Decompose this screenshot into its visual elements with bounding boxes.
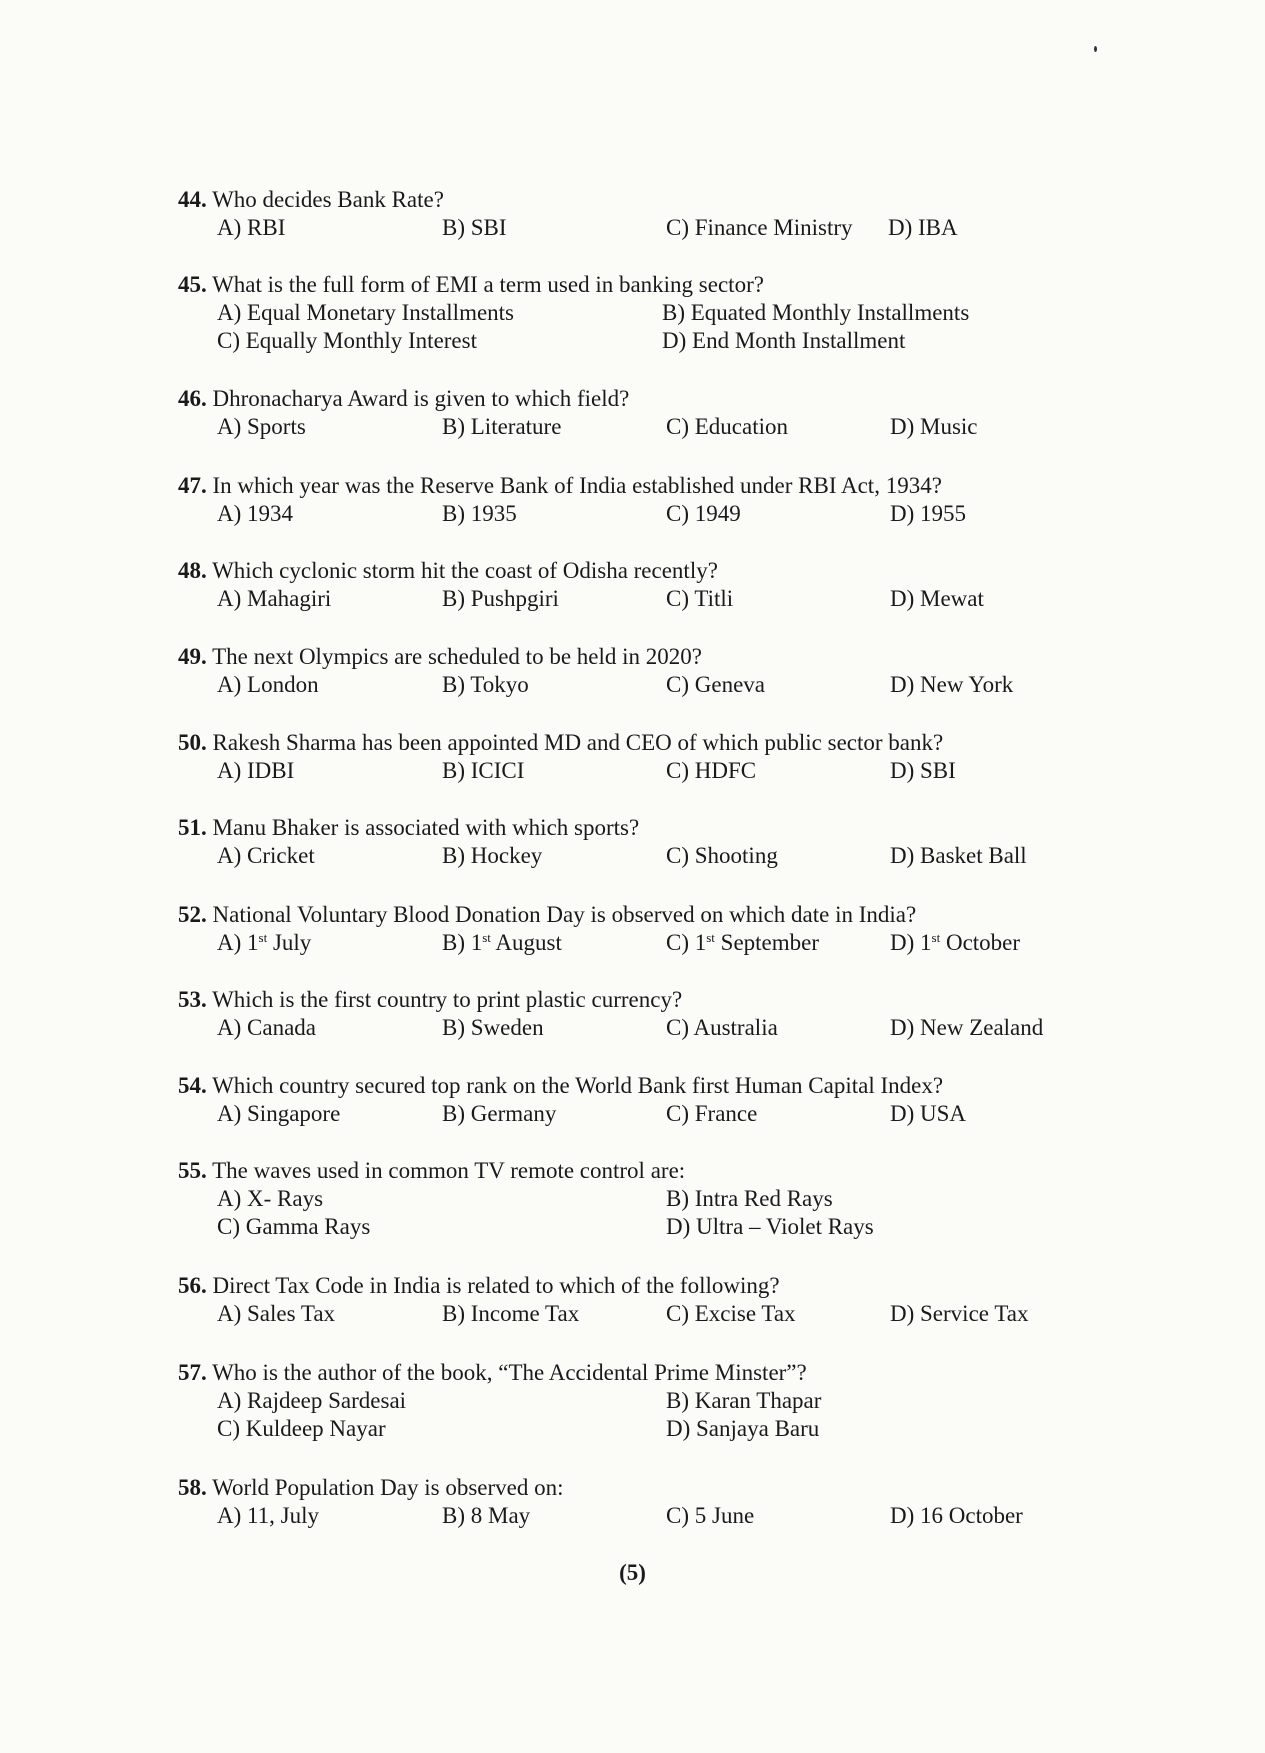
option-b: B) Pushpgiri: [442, 586, 559, 611]
option-b: B) 1st August: [442, 930, 562, 955]
option-a: A) 1st July: [217, 930, 312, 955]
option-a: A) X- Rays: [217, 1186, 324, 1211]
question-number: 49.: [178, 644, 207, 669]
option-a: A) Singapore: [217, 1101, 341, 1126]
option-d: D) New York: [890, 672, 1014, 697]
option-c: C) 1st September: [666, 930, 820, 955]
options-row: [178, 757, 1078, 785]
option-c: C) Shooting: [666, 843, 778, 868]
option-d: D) Basket Ball: [890, 843, 1027, 868]
question-number: 45.: [178, 272, 207, 297]
question-text: Which cyclonic storm hit the coast of Odisha recently?: [212, 558, 718, 583]
option-d: D) End Month Installment: [662, 328, 906, 353]
option-c: C) 1949: [666, 501, 741, 526]
options-row: [178, 1100, 1078, 1128]
option-b: B) Literature: [442, 414, 562, 439]
option-d: D) SBI: [890, 758, 956, 783]
scan-speck: [1094, 46, 1097, 52]
question-47: [178, 472, 1078, 528]
option-d: D) 1st October: [890, 930, 1021, 955]
question-48: [178, 557, 1078, 613]
options-grid: [178, 1185, 1078, 1241]
option-a: A) IDBI: [217, 758, 295, 783]
option-d: D) New Zealand: [890, 1015, 1044, 1040]
option-b: B) Income Tax: [442, 1301, 580, 1326]
question-text: Dhronacharya Award is given to which field?: [212, 386, 630, 411]
question-number: 56.: [178, 1273, 207, 1298]
question-58: [178, 1474, 1078, 1530]
option-b: B) Hockey: [442, 843, 543, 868]
question-number: 46.: [178, 386, 207, 411]
option-d: D) Service Tax: [890, 1301, 1029, 1326]
option-c: C) HDFC: [666, 758, 757, 783]
option-d: D) Ultra – Violet Rays: [666, 1214, 874, 1239]
question-text: Manu Bhaker is associated with which sports?: [212, 815, 640, 840]
question-46: [178, 385, 1078, 441]
question-text: Direct Tax Code in India is related to which of the following?: [212, 1273, 780, 1298]
option-a: A) London: [217, 672, 319, 697]
question-55: [178, 1157, 1078, 1241]
question-51: [178, 814, 1078, 870]
options-row: [178, 842, 1078, 870]
option-a: A) Sales Tax: [217, 1301, 336, 1326]
question-54: [178, 1072, 1078, 1128]
question-number: 55.: [178, 1158, 207, 1183]
option-a: A) RBI: [217, 215, 286, 240]
question-number: 58.: [178, 1475, 207, 1500]
question-number: 50.: [178, 730, 207, 755]
question-number: 44.: [178, 187, 207, 212]
options-row: [178, 1014, 1078, 1042]
question-text: Which is the first country to print plastic currency?: [212, 987, 683, 1012]
options-row: [178, 585, 1078, 613]
question-text: World Population Day is observed on:: [212, 1475, 564, 1500]
option-c: C) Australia: [666, 1015, 778, 1040]
options-row: [178, 500, 1078, 528]
options-row: [178, 1502, 1078, 1530]
question-56: [178, 1272, 1078, 1328]
option-b: B) Tokyo: [442, 672, 529, 697]
option-b: B) Karan Thapar: [666, 1388, 822, 1413]
option-b: B) 8 May: [442, 1503, 531, 1528]
options-grid: [178, 1387, 1078, 1443]
question-text: National Voluntary Blood Donation Day is observed on which date in India?: [212, 902, 917, 927]
option-c: C) Gamma Rays: [217, 1214, 371, 1239]
question-text: Who decides Bank Rate?: [212, 187, 444, 212]
question-number: 47.: [178, 473, 207, 498]
option-b: B) Intra Red Rays: [666, 1186, 833, 1211]
option-b: B) Equated Monthly Installments: [662, 300, 970, 325]
options-row: [178, 214, 1078, 242]
question-number: 51.: [178, 815, 207, 840]
option-b: B) SBI: [442, 215, 507, 240]
options-row: [178, 413, 1078, 441]
question-49: [178, 643, 1078, 699]
question-text: The waves used in common TV remote control are:: [212, 1158, 686, 1183]
option-d: D) Mewat: [890, 586, 984, 611]
option-c: C) Titli: [666, 586, 734, 611]
option-a: A) Cricket: [217, 843, 315, 868]
option-a: A) Mahagiri: [217, 586, 332, 611]
option-a: A) Sports: [217, 414, 306, 439]
question-text: Who is the author of the book, “The Accidental Prime Minster”?: [212, 1360, 807, 1385]
option-d: D) USA: [890, 1101, 967, 1126]
options-row: [178, 671, 1078, 699]
option-c: C) Geneva: [666, 672, 765, 697]
option-d: D) 16 October: [890, 1503, 1023, 1528]
option-a: A) 1934: [217, 501, 294, 526]
question-text: What is the full form of EMI a term used in banking sector?: [212, 272, 764, 297]
question-52: [178, 901, 1078, 957]
options-row: [178, 1300, 1078, 1328]
options-row: [178, 929, 1078, 957]
question-50: [178, 729, 1078, 785]
option-a: A) Equal Monetary Installments: [217, 300, 515, 325]
question-text: The next Olympics are scheduled to be held in 2020?: [212, 644, 702, 669]
option-d: D) IBA: [888, 215, 958, 240]
option-c: C) 5 June: [666, 1503, 755, 1528]
option-b: B) ICICI: [442, 758, 525, 783]
option-c: C) Excise Tax: [666, 1301, 796, 1326]
option-d: D) Sanjaya Baru: [666, 1416, 820, 1441]
option-b: B) Germany: [442, 1101, 557, 1126]
options-grid: [178, 299, 1078, 355]
question-45: [178, 271, 1078, 355]
option-d: D) 1955: [890, 501, 967, 526]
question-number: 53.: [178, 987, 207, 1012]
question-number: 57.: [178, 1360, 207, 1385]
option-a: A) Rajdeep Sardesai: [217, 1388, 407, 1413]
page-number: (5): [619, 1560, 646, 1585]
option-c: C) Kuldeep Nayar: [217, 1416, 386, 1441]
option-c: C) Education: [666, 414, 788, 439]
question-text: Rakesh Sharma has been appointed MD and CEO of which public sector bank?: [212, 730, 944, 755]
question-text: In which year was the Reserve Bank of India established under RBI Act, 1934?: [212, 473, 942, 498]
option-c: C) Finance Ministry: [666, 215, 853, 240]
question-number: 54.: [178, 1073, 207, 1098]
question-53: [178, 986, 1078, 1042]
option-a: A) Canada: [217, 1015, 316, 1040]
option-c: C) France: [666, 1101, 758, 1126]
option-b: B) 1935: [442, 501, 517, 526]
option-a: A) 11, July: [217, 1503, 320, 1528]
option-c: C) Equally Monthly Interest: [217, 328, 477, 353]
question-number: 48.: [178, 558, 207, 583]
option-d: D) Music: [890, 414, 978, 439]
option-b: B) Sweden: [442, 1015, 544, 1040]
question-57: [178, 1359, 1078, 1443]
question-text: Which country secured top rank on the World Bank first Human Capital Index?: [212, 1073, 944, 1098]
question-44: [178, 186, 1078, 242]
question-number: 52.: [178, 902, 207, 927]
